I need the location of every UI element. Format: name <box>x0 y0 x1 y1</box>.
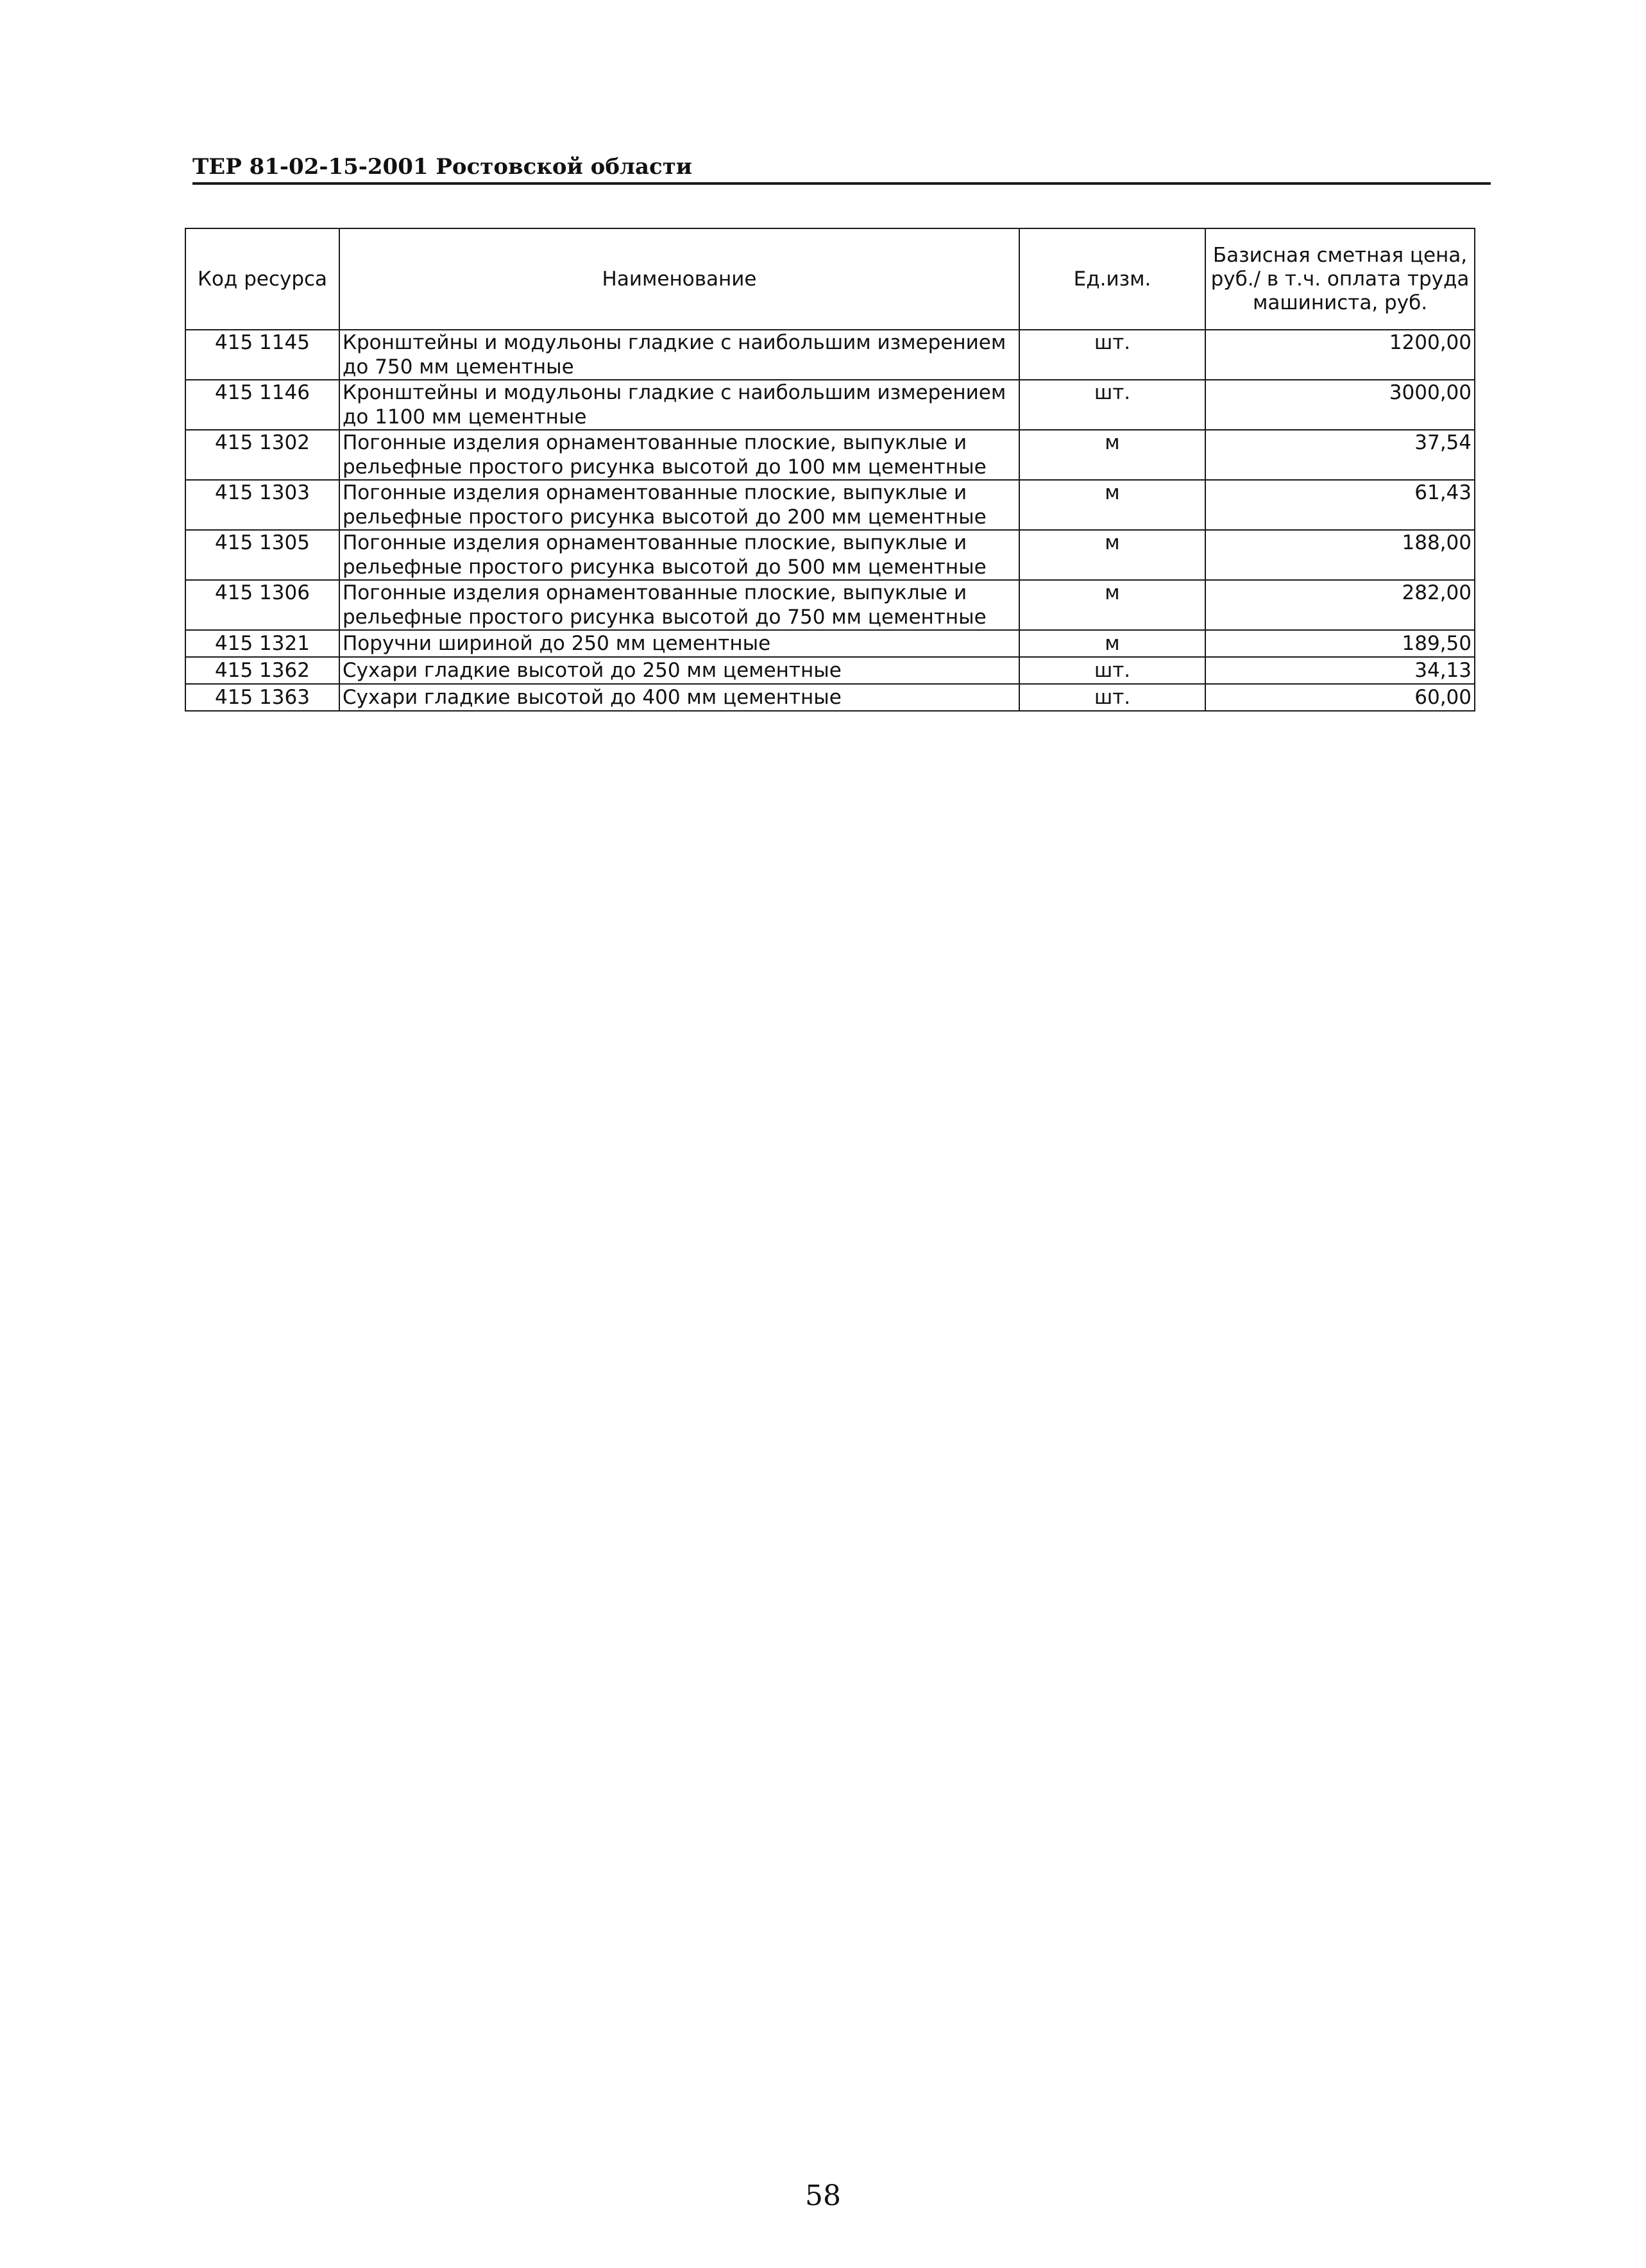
column-header-code: Код ресурса <box>185 228 339 330</box>
resource-name-cell: Поручни шириной до 250 мм цементные <box>339 630 1019 657</box>
resource-code-cell: 415 1302 <box>185 430 339 480</box>
unit-cell: шт. <box>1019 380 1205 430</box>
column-header-unit: Ед.изм. <box>1019 228 1205 330</box>
price-cell: 188,00 <box>1205 530 1475 580</box>
unit-cell: м <box>1019 430 1205 480</box>
price-cell: 1200,00 <box>1205 330 1475 380</box>
resource-name-cell: Сухари гладкие высотой до 250 мм цементные <box>339 657 1019 684</box>
table-row <box>185 530 1475 580</box>
unit-cell: м <box>1019 480 1205 530</box>
resource-price-table-container <box>185 228 1474 712</box>
table-row <box>185 684 1475 711</box>
resource-name-cell: Кронштейны и модульоны гладкие с наибольшим измерением до 1100 мм цементные <box>339 380 1019 430</box>
unit-cell: шт. <box>1019 684 1205 711</box>
page-header <box>192 151 1491 185</box>
price-cell: 3000,00 <box>1205 380 1475 430</box>
resource-name-cell: Погонные изделия орнаментованные плоские, выпуклые и рельефные простого рисунка высотой до 500 мм цементные <box>339 530 1019 580</box>
unit-cell: шт. <box>1019 657 1205 684</box>
column-header-price: Базисная сметная цена, руб./ в т.ч. оплата труда машиниста, руб. <box>1205 228 1475 330</box>
table-row <box>185 330 1475 380</box>
resource-name-cell: Сухари гладкие высотой до 400 мм цементные <box>339 684 1019 711</box>
page-number: 58 <box>805 2179 841 2212</box>
table-row <box>185 430 1475 480</box>
table-row <box>185 380 1475 430</box>
resource-name-cell: Погонные изделия орнаментованные плоские, выпуклые и рельефные простого рисунка высотой до 100 мм цементные <box>339 430 1019 480</box>
resource-code-cell: 415 1321 <box>185 630 339 657</box>
price-cell: 282,00 <box>1205 580 1475 630</box>
resource-name-cell: Погонные изделия орнаментованные плоские, выпуклые и рельефные простого рисунка высотой до 200 мм цементные <box>339 480 1019 530</box>
resource-code-cell: 415 1305 <box>185 530 339 580</box>
table-row <box>185 657 1475 684</box>
unit-cell: м <box>1019 580 1205 630</box>
price-cell: 37,54 <box>1205 430 1475 480</box>
resource-price-table <box>185 228 1475 712</box>
table-row <box>185 630 1475 657</box>
resource-code-cell: 415 1363 <box>185 684 339 711</box>
unit-cell: м <box>1019 630 1205 657</box>
column-header-name: Наименование <box>339 228 1019 330</box>
resource-code-cell: 415 1146 <box>185 380 339 430</box>
unit-cell: шт. <box>1019 330 1205 380</box>
resource-code-cell: 415 1145 <box>185 330 339 380</box>
price-cell: 61,43 <box>1205 480 1475 530</box>
resource-code-cell: 415 1303 <box>185 480 339 530</box>
table-header-row <box>185 228 1475 330</box>
unit-cell: м <box>1019 530 1205 580</box>
price-cell: 189,50 <box>1205 630 1475 657</box>
table-row <box>185 580 1475 630</box>
price-cell: 60,00 <box>1205 684 1475 711</box>
resource-code-cell: 415 1306 <box>185 580 339 630</box>
price-cell: 34,13 <box>1205 657 1475 684</box>
table-row <box>185 480 1475 530</box>
resource-name-cell: Кронштейны и модульоны гладкие с наибольшим измерением до 750 мм цементные <box>339 330 1019 380</box>
document-title: ТЕР 81-02-15-2001 Ростовской области <box>192 154 693 180</box>
resource-name-cell: Погонные изделия орнаментованные плоские, выпуклые и рельефные простого рисунка высотой до 750 мм цементные <box>339 580 1019 630</box>
resource-code-cell: 415 1362 <box>185 657 339 684</box>
